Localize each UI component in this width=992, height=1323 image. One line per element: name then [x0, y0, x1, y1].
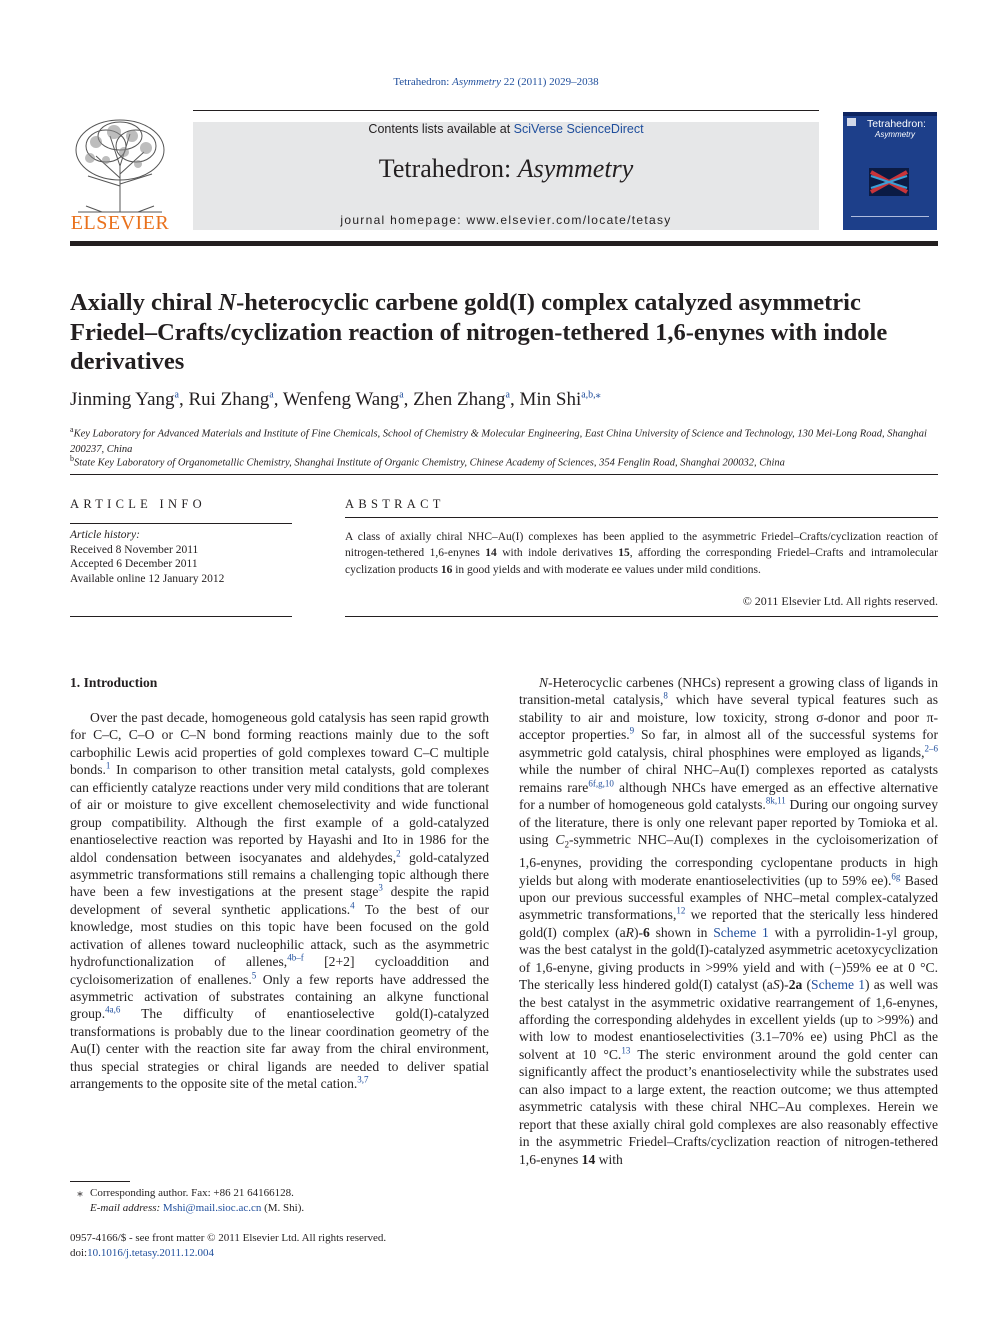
- divider: [345, 616, 938, 617]
- author-list: Jinming Yang$^a$, Rui Zhang$^a$, Wenfeng Wang$^a$, Zhen Zhang$^a$, Min Shi$^{a,b,⁎}$: [70, 389, 601, 410]
- ref-link[interactable]: 6f,g,10: [588, 778, 614, 789]
- divider: [70, 474, 938, 475]
- article-info-heading: ARTICLE INFO: [70, 497, 206, 511]
- ref-link[interactable]: 1: [105, 760, 111, 771]
- ref-link[interactable]: 13: [621, 1045, 631, 1056]
- front-matter-note: 0957-4166/$ - see front matter © 2011 Elsevier Ltd. All rights reserved. doi:10.1016/j.tetasy.2011.12.004: [70, 1232, 387, 1259]
- sciencedirect-link[interactable]: SciVerse ScienceDirect: [513, 122, 644, 136]
- elsevier-logo: [66, 116, 174, 234]
- footnote-rule: [70, 1181, 130, 1182]
- contents-line: Contents lists available at SciVerse ScienceDirect: [368, 122, 644, 136]
- ref-link[interactable]: 4: [350, 900, 355, 911]
- cover-subtitle: Asymmetry: [875, 130, 915, 139]
- divider: [70, 523, 292, 524]
- journal-cover-image: [843, 112, 937, 230]
- corresponding-author-footnote: ⁎ Corresponding author. Fax: +86 21 64166128. E-mail address: Mshi@mail.sioc.ac.cn (M. Shi).: [77, 1187, 305, 1214]
- ref-link[interactable]: 4b–f: [287, 952, 304, 963]
- ref-link[interactable]: 6g: [891, 871, 901, 881]
- scheme-link[interactable]: Scheme 1: [811, 977, 866, 993]
- article-history: Article history: Received 8 November 2011 Accepted 6 December 2011 Available online 12 January 2012: [70, 529, 225, 585]
- journal-homepage[interactable]: journal homepage: www.elsevier.com/locate/tetasy: [340, 213, 672, 227]
- scheme-link[interactable]: Scheme 1: [713, 924, 769, 940]
- author[interactable]: Jinming Yang$^a$: [70, 389, 179, 410]
- ref-link[interactable]: 2: [396, 847, 401, 858]
- article-title: Axially chiral N-heterocyclic carbene gold(I) complex catalyzed asymmetric Friedel–Crafts/cyclization reaction of nitrogen-tethered 1,6-enynes with indole derivatives: [70, 289, 888, 375]
- email-link[interactable]: Mshi@mail.sioc.ac.cn: [162, 1201, 262, 1214]
- divider: [70, 616, 292, 617]
- elsevier-tree-icon: [66, 116, 174, 216]
- elsevier-wordmark: ELSEVIER: [70, 212, 170, 234]
- section-heading-introduction: 1. Introduction: [70, 675, 158, 690]
- doi-link[interactable]: 10.1016/j.tetasy.2011.12.004: [87, 1246, 215, 1259]
- ref-link[interactable]: 3,7: [357, 1074, 369, 1085]
- copyright-notice: © 2011 Elsevier Ltd. All rights reserved.: [742, 594, 938, 608]
- ref-link[interactable]: 2–6: [924, 743, 938, 754]
- ref-link[interactable]: 4a,6: [105, 1004, 121, 1015]
- header-thick-rule: [70, 241, 938, 246]
- ref-link[interactable]: 3: [378, 882, 383, 893]
- author[interactable]: Wenfeng Wang$^a$: [282, 389, 404, 410]
- journal-title: Tetrahedron: Asymmetry: [378, 154, 634, 183]
- author[interactable]: Min Shi$^{a,b,⁎}$: [519, 389, 601, 410]
- journal-citation[interactable]: Tetrahedron: Asymmetry 22 (2011) 2029–2038: [393, 76, 599, 88]
- abstract-heading: ABSTRACT: [345, 497, 445, 511]
- divider: [345, 517, 938, 518]
- right-column-paragraph: N-Heterocyclic carbenes (NHCs) represent a growing class of ligands in transition-metal catalysis,$^8$ which have several typical features such as stability to air and moisture, low toxicity, strong σ-donor and poor π-acceptor properties.$^9$ So far, in almost all of the successful systems for asymmetric gold catalysis, chiral phosphines were employed as ligands,$^{2-6}$ while the number of chiral NHC–Au(I) complexes reported as catalysts remains rare$^{6f,g,10}$ although NHCs have emerged as an effective alternative for a number of homogeneous gold catalysts.$^{8k,11}$ During our ongoing survey of the literature, there is only one relevant paper reported by Tomioka et al. using $C_2$-symmetric NHC–Au(I) complexes in the cycloisomerization of 1,6-enynes, providing the corresponding cyclopentane products in high yields but along with moderate enantioselectivities (up to 59% ee).$^{6g}$ Based upon our previous successful examples of NHC–metal complex-catalyzed asymmetric transformations,$^{12}$ we reported that the sterically less hindered gold(I) complex (aR)-6 shown in Scheme 1 with a pyrrolidin-1-yl group, was the best catalyst in the gold(I)-catalyzed asymmetric acetoxycyclization of 1,6-enyne, giving products in >99% yield and with (−)59% ee at 0 °C. The sterically less hindered gold(I) catalyst (aS)-2a (Scheme 1) as well was the best catalyst in the asymmetric oxidative rearrangement of 1,6-enynes, affording the corresponding aldehydes in excellent yields (up to >99%) and with low to modest enantioselectivities (3.1–70% ee) using PhCl as the solvent at 10 °C.$^{13}$ The steric environment around the gold center can significantly affect the product’s enantioselectivity while the substrates used can also impact to a large extent, the reaction outcome; we thus attempted asymmetric catalysis with these chiral NHC–Au complexes. Herein we report that these axially chiral gold complexes are also reasonably effective in the asymmetric Friedel–Crafts/cyclization reaction of nitrogen-tethered 1,6-enynes 14 with: [519, 675, 939, 1167]
- cover-title: Tetrahedron:: [867, 118, 926, 130]
- introduction-paragraph: Over the past decade, homogeneous gold catalysis has seen rapid growth for C–C, C–O or C–N bond forming reactions mainly due to the soft carbophilic Lewis acid properties of gold complexes toward C–C multiple bonds.$^1$ In comparison to other transition metal catalysts, gold complexes can efficiently catalyze reactions under very mild conditions that are tolerant of air or moisture to give excellent chemoselectivity and wide functional group compatibility. Although the first example of a gold-catalyzed enantioselective reaction was reported by Hayashi and Ito in 1986 for the aldol condensation between isocyanates and aldehydes,$^2$ gold-catalyzed asymmetric transformations still remains a challenging topic although there have been a few investigations at the present stage$^3$ despite the rapid development of several synthetic applications.$^4$ To the best of our knowledge, most studies on this topic have been focused on the gold activation of allenes toward nucleophilic attack, such as the asymmetric hydrofunctionalization of allenes,$^{4b-f}$ [2+2] cycloaddition and cycloisomerization of enallenes.$^5$ Only a few reports have addressed the asymmetric activation of substrates containing an alkyne functional group.$^{4a,6}$ The difficulty of enantioselective gold(I)-catalyzed transformations is probably due to the linear coordination geometry of the Au(I) center with the reaction site far away from the chiral environment, thus special strategies or chiral ligands are needed to deliver spatial arrangements to the opposite site of the metal cation.$^{3,7}$: [70, 710, 489, 1092]
- ref-link[interactable]: 5: [251, 970, 257, 981]
- ref-link[interactable]: 8: [663, 690, 668, 701]
- author[interactable]: Rui Zhang$^a$: [188, 389, 274, 410]
- header-top-rule: [193, 110, 819, 111]
- ref-link[interactable]: 12: [676, 905, 686, 916]
- ref-link[interactable]: 8k,11: [765, 795, 786, 806]
- author[interactable]: Zhen Zhang$^a$: [413, 389, 510, 410]
- abstract-text: A class of axially chiral NHC–Au(I) complexes has been applied to the asymmetric Friedel–Crafts/cyclization reaction of nitrogen-tethered 1,6-enynes 14 with indole derivatives 15, affording the corresponding Friedel–Crafts and intramolecular cyclization products 16 in good yields and with moderate ee values under mild conditions.: [345, 531, 938, 576]
- affiliation-a: $^a$Key Laboratory for Advanced Materials and Institute of Fine Chemicals, School of Chemistry & Molecular Engineering, East China University of Science and Technology, 130 Mei-Long Road, Shanghai 200237, China: [70, 425, 927, 455]
- affiliation-b: $^b$State Key Laboratory of Organometallic Chemistry, Shanghai Institute of Organic Chemistry, Chinese Academy of Sciences, 354 Fenglin Road, Shanghai 200032, China: [70, 454, 785, 469]
- ref-link[interactable]: 9: [629, 725, 635, 736]
